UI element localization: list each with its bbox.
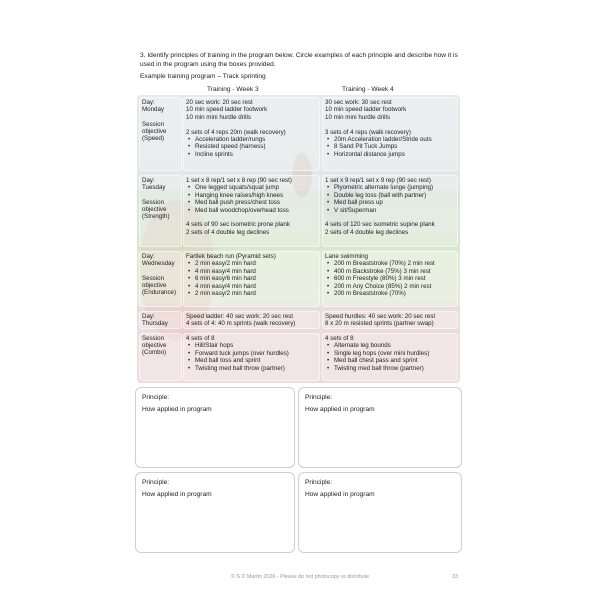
- exercise-bullet: • Hanging knee raises/high knees: [186, 192, 292, 199]
- principle-label: Principle:: [142, 394, 170, 401]
- exercise-bullet: • Acceleration ladder/rungs: [186, 136, 286, 143]
- week4-cell: [322, 251, 458, 307]
- label-cell: [139, 175, 182, 247]
- exercise-bullet: • 2 min easy/2 min hard: [186, 260, 276, 267]
- session-line: 20 sec work: 20 sec rest: [186, 99, 253, 106]
- row-monday: [137, 95, 460, 173]
- how-applied-label: How applied in program: [305, 491, 375, 498]
- session-line: 1 set x 8 rep/1 set x 8 rep (90 sec rest): [186, 177, 292, 184]
- exercise-bullet: • Resisted speed (harness): [186, 143, 286, 150]
- session-line: 2 sets of 4 double leg declines: [186, 228, 270, 236]
- row-label-line: (Endurance): [142, 289, 177, 297]
- row-wednesday: [137, 249, 460, 309]
- exercise-bullet: • 4 min easy/4 min hard: [186, 283, 276, 290]
- principle-label: Principle:: [142, 479, 170, 486]
- exercise-bullet: • 400 m Backstroke (75%) 3 min rest: [325, 268, 435, 275]
- session-line: 4 sets of 8: [186, 335, 215, 342]
- row-label-line: Session: [142, 274, 165, 282]
- week4-cell: [322, 97, 458, 171]
- session-line: 2 sets of 4 reps 20m (walk recovery): [186, 128, 286, 136]
- row-label-line: objective: [142, 282, 167, 289]
- session-line: Speed ladder: 40 sec work: 20 sec rest: [186, 313, 293, 320]
- session-line: 8 x 20 m resisted sprints (partner swap): [325, 320, 434, 328]
- row-label-line: Day:: [142, 99, 155, 106]
- week4-cell: [322, 311, 458, 329]
- how-applied-label: How applied in program: [142, 491, 212, 498]
- spacer: [186, 214, 292, 221]
- row-label-line: objective: [142, 128, 167, 135]
- exercise-bullet: • Single leg hops (over mini hurdles): [325, 350, 429, 357]
- week4-cell: [322, 333, 458, 381]
- label-cell: [139, 333, 182, 381]
- exercise-bullet: • Alternate leg bounds: [325, 342, 429, 349]
- exercise-bullet: • 4 min easy/4 min hard: [186, 268, 276, 275]
- session-line: Fartlek beach run (Pyramid sets): [186, 253, 276, 260]
- session-line: 4 sets of 4: 40 m sprints (walk recovery): [186, 320, 296, 328]
- exercise-bullet: • Med ball press up: [325, 199, 435, 206]
- row-label-line: objective: [142, 206, 167, 213]
- row-label-line: (Strength): [142, 213, 170, 221]
- row-label-line: Day:: [142, 313, 155, 320]
- week3-cell: [183, 251, 320, 307]
- spacer: [186, 121, 286, 128]
- exercise-bullet: • 200 m Breaststroke (70%) 2 min rest: [325, 260, 435, 267]
- row-label-line: objective: [142, 342, 167, 350]
- exercise-bullet: • V sit/Superman: [325, 207, 435, 214]
- session-line: 3 sets of 4 reps (walk recovery): [325, 128, 411, 136]
- answer-box[interactable]: [135, 387, 295, 468]
- label-cell: [139, 97, 182, 171]
- spacer: [325, 121, 432, 128]
- session-line: 1 set x 9 rep/1 set x 9 rep (90 sec rest): [325, 177, 431, 184]
- week3-header: Training - Week 3: [207, 86, 259, 93]
- exercise-bullet: • 8 Sand Pit Tuck Jumps: [325, 143, 432, 150]
- row-label-line: Tuesday: [142, 184, 166, 192]
- session-line: 10 min mini hurdle drills: [325, 113, 390, 121]
- exercise-bullet: • Horizontal distance jumps: [325, 151, 432, 158]
- week3-cell: [183, 333, 320, 381]
- row-label-line: Session: [142, 335, 165, 342]
- example-title: Example training program – Track sprinting: [140, 73, 266, 80]
- row-label-line: (Speed): [142, 135, 165, 143]
- session-line: Lane swimming: [325, 253, 368, 260]
- exercise-bullet: • Med ball push press/chest toss: [186, 199, 292, 206]
- session-line: 4 sets of 120 sec isometric supine plank: [325, 221, 435, 229]
- session-line: 10 min mini hurdle drills: [186, 113, 251, 121]
- principle-label: Principle:: [305, 394, 333, 401]
- exercise-bullet: • Twisting med ball throw (partner): [325, 365, 429, 372]
- row-label-line: [142, 191, 170, 198]
- week4-cell: [322, 175, 458, 247]
- exercise-bullet: • Incline sprints: [186, 151, 286, 158]
- row-label-line: Day:: [142, 253, 155, 260]
- week3-cell: [183, 175, 320, 247]
- exercise-bullet: • Twisting med ball throw (partner): [186, 365, 289, 372]
- week4-header: Training - Week 4: [342, 86, 394, 93]
- answer-box[interactable]: [298, 472, 462, 553]
- row-label-line: Session: [142, 198, 165, 206]
- exercise-bullet: • Forward tuck jumps (over hurdles): [186, 350, 289, 357]
- exercise-bullet: • Hill/Stair hops: [186, 342, 289, 349]
- row-label-line: [142, 113, 166, 120]
- exercise-bullet: • 2 min easy/2 min hard: [186, 290, 276, 297]
- how-applied-label: How applied in program: [142, 406, 212, 413]
- session-line: 10 min speed ladder footwork: [186, 106, 268, 114]
- row-label-line: [142, 267, 176, 274]
- row-label-line: (Combo): [142, 349, 167, 357]
- page-number: 33: [452, 574, 458, 580]
- exercise-bullet: • Med ball chest pass and sprint: [325, 357, 429, 364]
- exercise-bullet: • 200 m Any Choice (85%) 2 min rest: [325, 283, 435, 290]
- exercise-bullet: • Double leg toss (ball with partner): [325, 192, 435, 199]
- answer-box[interactable]: [298, 387, 462, 468]
- row-label-line: Thursday: [142, 320, 168, 328]
- exercise-bullet: • Med ball toss and sprint: [186, 357, 289, 364]
- week3-cell: [183, 97, 320, 171]
- label-cell: [139, 251, 182, 307]
- exercise-bullet: • 200 m Breaststroke (70%): [325, 290, 435, 297]
- copyright-footer: © S D Martin 2026 - Please do not photocopy or distribute: [230, 574, 370, 580]
- row-combo: [137, 331, 460, 383]
- row-label-line: Wednesday: [142, 260, 175, 268]
- instructions: 3. Identify principles of training in the program below. Circle examples of each principle and describe how it is used in the program using the boxes provided.: [140, 52, 458, 68]
- session-line: Speed hurdles: 40 sec work: 20 sec rest: [325, 313, 436, 320]
- session-line: 30 sec work: 30 sec rest: [325, 99, 392, 106]
- training-program-table: [137, 95, 460, 383]
- session-line: 2 sets of 4 double leg declines: [325, 228, 409, 236]
- session-line: 10 min speed ladder footwork: [325, 106, 407, 114]
- row-thursday: [137, 309, 460, 331]
- spacer: [325, 214, 435, 221]
- exercise-bullet: • 600 m Freestyle (80%) 3 min rest: [325, 275, 435, 282]
- exercise-bullet: • Med ball woodchop/overhead toss: [186, 207, 292, 214]
- row-label-line: Session: [142, 120, 165, 128]
- week3-cell: [183, 311, 320, 329]
- row-label-line: Day:: [142, 177, 155, 184]
- exercise-bullet: • One legged squats/squat jump: [186, 184, 292, 191]
- how-applied-label: How applied in program: [305, 406, 375, 413]
- principle-label: Principle:: [305, 479, 333, 486]
- row-tuesday: [137, 173, 460, 249]
- answer-box[interactable]: [135, 472, 295, 553]
- session-line: 4 sets of 90 sec isometric prone plank: [186, 221, 290, 229]
- session-line: 4 sets of 8: [325, 335, 354, 342]
- row-label-line: Monday: [142, 106, 165, 114]
- exercise-bullet: • Plyometric alternate lunge (jumping): [325, 184, 435, 191]
- label-cell: [139, 311, 182, 329]
- exercise-bullet: • 6 min easy/6 min hard: [186, 275, 276, 282]
- exercise-bullet: • 20m Acceleration ladder/Stride outs: [325, 136, 432, 143]
